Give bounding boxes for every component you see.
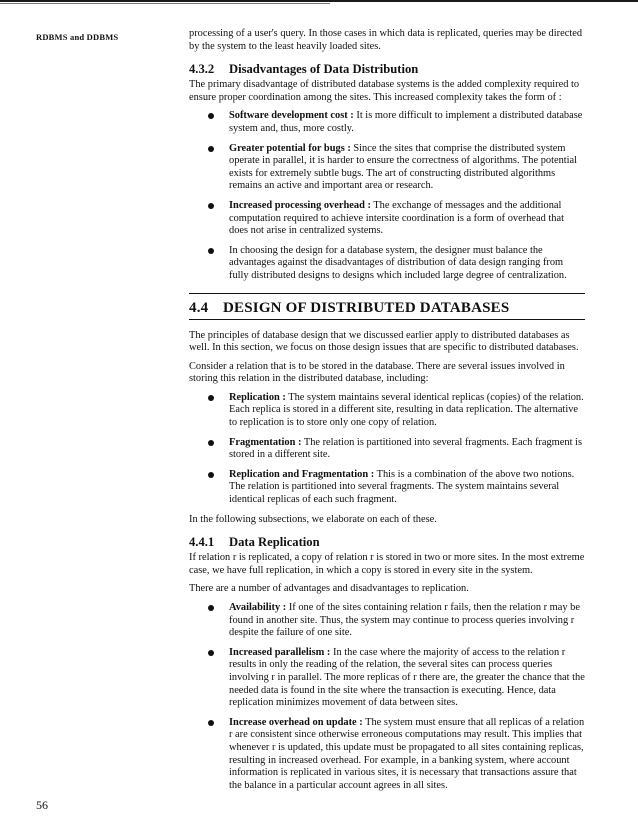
storage-issues-list bbox=[189, 392, 585, 507]
section-title: DESIGN OF DISTRIBUTED DATABASES bbox=[223, 299, 510, 316]
bullet-icon bbox=[208, 440, 214, 446]
section-title: Disadvantages of Data Distribution bbox=[229, 62, 419, 77]
section-paragraph: The principles of database design that we discussed earlier apply to distributed databases as well. In this section, we focus on those design issues that are specific to distributed databases. bbox=[189, 329, 579, 354]
chapter-section-heading-wrap bbox=[189, 293, 585, 320]
list-item-term: Increased processing overhead : bbox=[229, 199, 371, 211]
page-body bbox=[189, 28, 585, 799]
list-item bbox=[229, 437, 585, 462]
list-item bbox=[229, 200, 585, 238]
list-item bbox=[229, 143, 585, 193]
section-paragraph: In the following subsections, we elaborate on each of these. bbox=[189, 513, 437, 525]
list-item-text: The relation is partitioned into several fragments. Each fragment is stored in a different site. bbox=[229, 436, 582, 461]
list-item-text: It is more difficult to implement a distributed database system and, thus, more costly. bbox=[229, 110, 583, 134]
section-paragraph: If relation r is replicated, a copy of relation r is stored in two or more sites. In the most extreme case, we have full replication, in which a copy is stored in every site in the system. bbox=[189, 552, 585, 576]
section-title: Data Replication bbox=[229, 535, 320, 550]
bullet-icon bbox=[208, 650, 214, 656]
bullet-icon bbox=[208, 720, 214, 726]
bullet-icon bbox=[208, 146, 214, 152]
section-heading-4-3-2 bbox=[189, 62, 585, 76]
bullet-icon bbox=[208, 248, 214, 254]
replication-list bbox=[189, 602, 585, 792]
list-item-text: This is a combination of the above two notions. The relation is partitioned into several fragments. The system maintains several identical replicas of each such fragment. bbox=[229, 468, 575, 506]
list-item-text: If one of the sites containing relation r fails, then the relation r may be found in another site. Thus, the system may continue to process queries involving r despite the failure of one site. bbox=[229, 602, 580, 639]
section-paragraph: Consider a relation that is to be stored in the database. There are several issues involved in storing this relation in the distributed database, including: bbox=[189, 360, 565, 385]
section-paragraph: There are a number of advantages and disadvantages to replication. bbox=[189, 583, 469, 595]
bullet-icon bbox=[208, 203, 214, 209]
section-number: 4.4.1 bbox=[189, 535, 215, 550]
list-item-text: The system maintains several identical replicas (copies) of the relation. Each replica is stored in a different site, resulting in data replication. The alternative to replication is to store only one copy of relation. bbox=[229, 391, 584, 429]
section-heading-4-4-1 bbox=[189, 535, 585, 549]
intro-paragraph: processing of a user's query. In those cases in which data is replicated, queries may be directed by the system to the least heavily loaded sites. bbox=[189, 28, 583, 52]
section-number: 4.4 bbox=[189, 299, 209, 316]
top-border-rule-thin bbox=[0, 3, 330, 4]
list-item-term: Replication : bbox=[229, 391, 286, 403]
top-border-rule bbox=[0, 0, 638, 2]
list-item-term: Fragmentation : bbox=[229, 436, 302, 448]
list-item-text: In the case where the majority of access to the relation r results in only the reading of the relation, the several sites can process queries involving r in parallel. The more replicas of r there are, the greater the chance that the needed data is found in the site where the transaction is executing. Hence, data replication minimizes movement of data between sites. bbox=[229, 646, 585, 709]
list-item bbox=[229, 602, 585, 640]
list-item bbox=[229, 647, 585, 710]
list-item bbox=[229, 392, 585, 430]
bullet-icon bbox=[208, 605, 214, 611]
list-item-text: Since the sites that comprise the distributed system operate in parallel, it is harder to ensure the correctness of algorithms. The potential exists for extremely subtle bugs. The art of constructing distributed algorithms remains an active and important area or research. bbox=[229, 142, 578, 192]
bullet-icon bbox=[208, 395, 214, 401]
bullet-icon bbox=[208, 472, 214, 478]
list-item-term: Software development cost : bbox=[229, 110, 354, 122]
section-number: 4.3.2 bbox=[189, 62, 215, 77]
list-item-term: Availability : bbox=[229, 602, 287, 613]
list-item-text: In choosing the design for a database system, the designer must balance the advantages against the disadvantages of distribution of data design ranging from fully distributed designs to designs which included large degree of centralization. bbox=[229, 244, 567, 281]
list-item bbox=[229, 245, 585, 283]
list-item bbox=[229, 469, 585, 507]
list-item-term: Increase overhead on update : bbox=[229, 716, 363, 728]
list-item bbox=[229, 717, 585, 793]
section-heading-4-4 bbox=[189, 293, 585, 320]
disadvantages-list bbox=[189, 110, 585, 282]
section-paragraph: The primary disadvantage of distributed database systems is the added complexity required to ensure proper coordination among the sites. This increased complexity takes the form of : bbox=[189, 79, 580, 103]
list-item-term: Replication and Fragmentation : bbox=[229, 468, 375, 480]
list-item-text: The exchange of messages and the additional computation required to achieve intersite coordination is a form of overhead that does not arise in centralized systems. bbox=[229, 199, 564, 237]
list-item-term: Increased parallelism : bbox=[229, 646, 331, 658]
list-item bbox=[229, 110, 585, 135]
list-item-term: Greater potential for bugs : bbox=[229, 142, 351, 154]
bullet-icon bbox=[208, 113, 214, 119]
list-item-text: The system must ensure that all replicas of a relation r are consistent since otherwise erroneous computations may result. This implies that whenever r is updated, this update must be propagated to all sites containing replicas, resulting in increased overhead. For example, in a banking system, where account information is replicated in various sites, it is necessary that transactions assure that the balance in a particular account agrees in all sites. bbox=[229, 716, 585, 791]
running-head: RDBMS and DDBMS bbox=[36, 32, 119, 42]
page-number: 56 bbox=[36, 798, 48, 812]
